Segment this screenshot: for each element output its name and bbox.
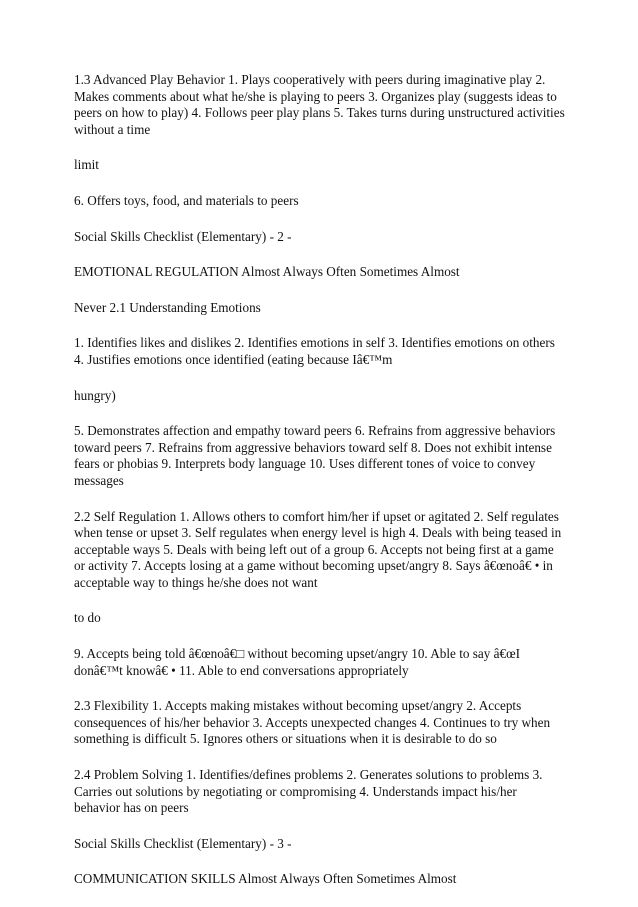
section-heading-emotional-regulation: EMOTIONAL REGULATION Almost Always Often Sometimes Almost bbox=[74, 264, 460, 280]
paragraph-hungry: hungry) bbox=[74, 387, 116, 403]
paragraph-flexibility: 2.3 Flexibility 1. Accepts making mistakes without becoming upset/angry 2. Accepts consequences of his/her behavior 3. Accepts unexpected changes 4. Continues to try when something is difficult 5. Ignores others or situations when it is desirable to do so bbox=[74, 698, 551, 747]
paragraph-problem-solving: 2.4 Problem Solving 1. Identifies/defines problems 2. Generates solutions to problems 3. Carries out solutions by negotiating or compromising 4. Understands impact his/her behavior has on peers bbox=[74, 767, 543, 816]
paragraph-to-do: to do bbox=[74, 610, 101, 626]
section-heading-communication-skills: COMMUNICATION SKILLS Almost Always Often Sometimes Almost bbox=[74, 871, 457, 887]
paragraph-self-regulation: 2.2 Self Regulation 1. Allows others to comfort him/her if upset or agitated 2. Self regulates when tense or upset 3. Self regulates when energy level is high 4. Deals with being teased in acceptable ways 5. Deals with being left out of a group 6. Accepts not being first at a game or activity 7. Accepts losing at a game without becoming upset/angry 8. Says â€œnoâ€ • in acceptable way to things he/she does not want bbox=[74, 508, 562, 590]
page-header-3: Social Skills Checklist (Elementary) - 3 - bbox=[74, 835, 292, 851]
subsection-heading-understanding-emotions: Never 2.1 Understanding Emotions bbox=[74, 299, 261, 315]
document-page bbox=[74, 72, 566, 907]
paragraph-advanced-play: 1.3 Advanced Play Behavior 1. Plays cooperatively with peers during imaginative play 2. Makes comments about what he/she is playing to peers 3. Organizes play (suggests ideas to peers on how to play) 4. Follows peer play plans 5. Takes turns during unstructured activities without a time bbox=[74, 72, 565, 137]
paragraph-affection-empathy: 5. Demonstrates affection and empathy toward peers 6. Refrains from aggressive behaviors toward peers 7. Refrains from aggressive behaviors toward self 8. Does not exhibit intense fears or phobias 9. Interprets body language 10. Uses different tones of voice to convey messages bbox=[74, 423, 556, 488]
paragraph-offers-toys: 6. Offers toys, food, and materials to peers bbox=[74, 192, 299, 208]
paragraph-limit: limit bbox=[74, 157, 99, 173]
paragraph-understanding-emotions: 1. Identifies likes and dislikes 2. Identifies emotions in self 3. Identifies emotions on others 4. Justifies emotions once identified (eating because Iâ€™m bbox=[74, 335, 555, 367]
paragraph-accepts-no: 9. Accepts being told â€œnoâ€□ without becoming upset/angry 10. Able to say â€œI donâ€™t knowâ€ • 11. Able to end conversations appropriately bbox=[74, 646, 520, 678]
page-header-2: Social Skills Checklist (Elementary) - 2 - bbox=[74, 228, 292, 244]
